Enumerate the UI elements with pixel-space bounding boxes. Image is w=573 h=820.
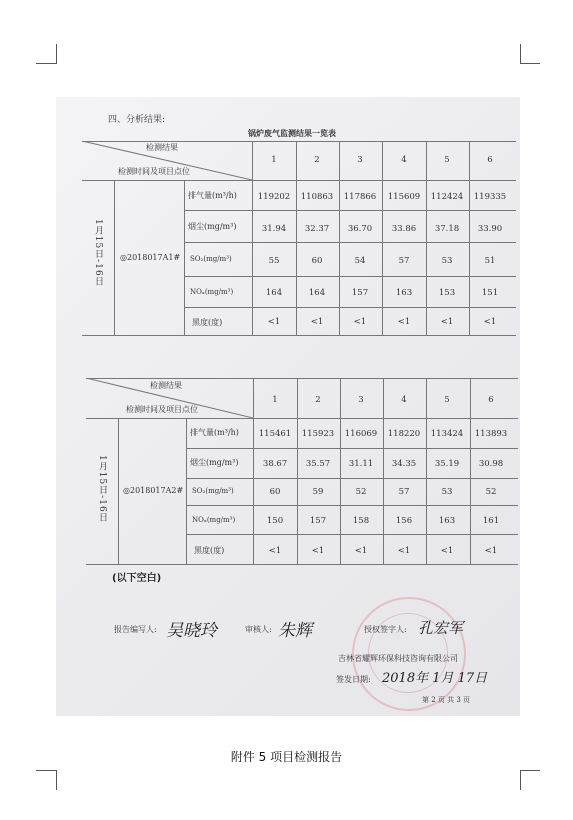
table-cell: 35.19 (434, 459, 460, 469)
table-cell: 36.70 (347, 224, 373, 234)
table-cell: 117866 (343, 192, 377, 202)
table-cell: <1 (268, 546, 282, 556)
table-title: 锅炉废气监测结果一览表 (248, 128, 336, 138)
column-header: 4 (401, 395, 407, 405)
table-cell: <1 (397, 546, 411, 556)
sampling-point: ◎2018017A1# (120, 253, 181, 262)
authorizer-label: 授权签字人: (364, 625, 407, 634)
table-cell: 113424 (430, 429, 464, 439)
issue-date-signature: 2018年 1月 17日 (382, 671, 488, 686)
table-cell: 31.11 (348, 459, 374, 469)
table-cell: 157 (309, 516, 327, 526)
table-cell: 118220 (387, 429, 421, 439)
table-cell: 33.90 (477, 224, 503, 234)
column-header: 5 (444, 395, 450, 405)
column-header: 4 (401, 155, 407, 165)
crop-mark (36, 63, 56, 64)
crop-mark (36, 770, 56, 771)
table-cell: 153 (438, 288, 456, 298)
table-cell: 163 (438, 516, 456, 526)
table-cell: <1 (267, 317, 281, 327)
table-cell: <1 (354, 546, 368, 556)
table-cell: 164 (265, 288, 283, 298)
table-cell: 113893 (474, 429, 508, 439)
authorizer-signature: 孔宏军 (418, 619, 464, 637)
scanned-report-page (56, 97, 520, 716)
report-writer-label: 报告编写人: (114, 625, 157, 634)
column-header: 2 (314, 155, 320, 165)
header-results: 检测结果 (146, 143, 178, 152)
row-item: 烟尘(mg/m³) (188, 222, 237, 231)
row-item: 黑度(度) (194, 546, 225, 555)
column-header: 6 (487, 155, 493, 165)
table-cell: 38.67 (262, 459, 288, 469)
issue-date-label: 签发日期: (336, 675, 371, 684)
table-cell: 30.98 (478, 459, 504, 469)
table-cell: 54 (354, 256, 366, 266)
table-cell: 157 (351, 288, 369, 298)
crop-mark (56, 770, 57, 790)
table-cell: 55 (268, 256, 280, 266)
crop-mark (520, 44, 521, 64)
table-cell: 164 (308, 288, 326, 298)
table-cell: <1 (310, 317, 324, 327)
header-time-items: 检测时间及项目点位 (118, 167, 190, 176)
row-item: 排气量(m³/h) (188, 191, 237, 200)
table-cell: 110863 (300, 192, 334, 202)
column-header: 6 (488, 395, 494, 405)
table-cell: 156 (395, 516, 413, 526)
page-number: 第 2 页 共 3 页 (422, 696, 471, 704)
report-writer-signature: 吴晓玲 (166, 621, 217, 641)
table-cell: 53 (441, 487, 453, 497)
table-cell: 33.86 (391, 224, 417, 234)
column-header: 3 (357, 155, 363, 165)
blank-note: (以下空白) (112, 573, 162, 584)
row-item: 黑度(度) (192, 318, 223, 327)
reviewer-signature: 朱辉 (278, 621, 312, 641)
column-header: 1 (271, 155, 277, 165)
column-header: 2 (315, 395, 321, 405)
column-header: 5 (444, 155, 450, 165)
table-cell: 115461 (258, 429, 292, 439)
crop-mark (520, 770, 540, 771)
header-results: 检测结果 (150, 381, 182, 390)
table-cell: 60 (269, 487, 281, 497)
reviewer-label: 审核人: (245, 625, 272, 634)
table-cell: <1 (397, 317, 411, 327)
company-name: 吉林省耀辉环保科技咨询有限公司 (338, 654, 458, 663)
table-cell: 57 (398, 256, 410, 266)
table-cell: 52 (355, 487, 367, 497)
table-cell: <1 (440, 317, 454, 327)
table-cell: 163 (395, 288, 413, 298)
table-cell: <1 (353, 317, 367, 327)
table-cell: 59 (312, 487, 324, 497)
sampling-date: 1月15日-16日 (97, 455, 107, 523)
table-cell: <1 (440, 546, 454, 556)
table-cell: 115609 (387, 192, 421, 202)
crop-mark (520, 63, 540, 64)
table-cell: <1 (484, 546, 498, 556)
column-header: 3 (358, 395, 364, 405)
table-cell: 32.37 (304, 224, 330, 234)
section-title: 四、分析结果: (108, 115, 166, 125)
crop-mark (520, 770, 521, 790)
table-cell: <1 (311, 546, 325, 556)
table-cell: 37.18 (434, 224, 460, 234)
row-item: SO₂(mg/m³) (190, 255, 232, 263)
row-item: NOₓ(mg/m³) (192, 516, 236, 524)
crop-mark (56, 44, 57, 64)
header-time-items: 检测时间及项目点位 (126, 405, 198, 414)
table-cell: 151 (481, 288, 499, 298)
table-cell: 51 (484, 256, 496, 266)
table-cell: 158 (352, 516, 370, 526)
table-cell: 35.57 (305, 459, 331, 469)
table-cell: 116069 (344, 429, 378, 439)
column-header: 1 (272, 395, 278, 405)
table-cell: 34.35 (391, 459, 417, 469)
table-cell: 112424 (430, 192, 464, 202)
row-item: SO₂(mg/m³) (192, 487, 234, 495)
table-cell: 60 (311, 256, 323, 266)
sampling-point: ◎2018017A2# (123, 486, 184, 495)
table-cell: 115923 (301, 429, 335, 439)
table-cell: 161 (482, 516, 500, 526)
table-cell: 119335 (473, 192, 507, 202)
row-item: 烟尘(mg/m³) (190, 458, 239, 467)
table-cell: <1 (483, 317, 497, 327)
table-cell: 52 (485, 487, 497, 497)
table-cell: 31.94 (261, 224, 287, 234)
table-cell: 57 (398, 487, 410, 497)
row-item: 排气量(m³/h) (190, 428, 239, 437)
table-cell: 150 (266, 516, 284, 526)
row-item: NOₓ(mg/m³) (190, 288, 234, 296)
sampling-date: 1月15日-16日 (93, 219, 103, 287)
attachment-caption: 附件 5 项目检测报告 (230, 750, 343, 764)
table-cell: 53 (441, 256, 453, 266)
table-cell: 119202 (257, 192, 291, 202)
